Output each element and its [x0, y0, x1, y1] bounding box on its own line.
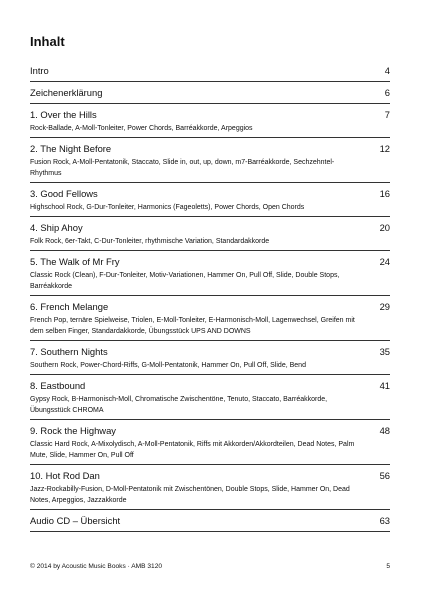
toc-entry [30, 104, 390, 138]
toc-entry [30, 375, 390, 420]
toc-entry-title: Intro [30, 65, 49, 76]
toc-entry [30, 82, 390, 104]
toc-entry [30, 341, 390, 375]
toc-entry [30, 64, 390, 82]
toc-entry-title: 9. Rock the Highway [30, 425, 116, 436]
toc-entry-page: 35 [379, 346, 390, 357]
copyright-text: © 2014 by Acoustic Music Books · AMB 3120 [30, 563, 163, 570]
toc-entry-page: 63 [379, 515, 390, 526]
toc-entry-title: 2. The Night Before [30, 143, 112, 154]
page-footer [30, 563, 390, 570]
toc-entry-page: 12 [379, 143, 390, 154]
toc-entry-title: 6. French Melange [30, 301, 109, 312]
toc-entry-description: French Pop, ternäre Spielweise, Triolen, E-Moll-Tonleiter, E-Harmonisch-Moll, Lagenwechsel, Greifen mit dem selben Finger, Standardakkorde, Übungsstück UPS AND DOWNS [30, 317, 355, 335]
toc-entry-description: Highschool Rock, G-Dur-Tonleiter, Harmonics (Fageoletts), Power Chords, Open Chords [30, 204, 305, 211]
toc-entry-page: 6 [384, 87, 390, 98]
toc-entry-page: 48 [379, 425, 390, 436]
toc-entry-description: Gypsy Rock, B-Harmonisch-Moll, Chromatische Zwischentöne, Tenuto, Staccato, Barréakkorde, Übungsstück CHROMA [30, 396, 328, 414]
toc-entry-page: 4 [384, 65, 390, 76]
toc-entry [30, 251, 390, 296]
toc-entry-title: 1. Over the Hills [30, 109, 97, 120]
toc-entry-title: 4. Ship Ahoy [30, 222, 83, 233]
toc-entry [30, 465, 390, 510]
table-of-contents [30, 64, 390, 532]
toc-entry-page: 7 [384, 109, 390, 120]
toc-entry-title: 8. Eastbound [30, 380, 86, 391]
toc-entry [30, 420, 390, 465]
toc-entry-description: Fusion Rock, A-Moll-Pentatonik, Staccato, Slide in, out, up, down, m7-Barréakkorde, Sechzehntel-Rhythmus [30, 159, 335, 177]
toc-entry-description: Folk Rock, 6er-Takt, C-Dur-Tonleiter, rhythmische Variation, Standardakkorde [30, 238, 270, 245]
toc-entry [30, 183, 390, 217]
toc-entry-title: 7. Southern Nights [30, 346, 108, 357]
toc-entry-page: 20 [379, 222, 390, 233]
toc-entry-page: 16 [379, 188, 390, 199]
toc-entry-description: Jazz-Rockabilly-Fusion, D-Moll-Pentatonik mit Zwischentönen, Double Stops, Slide, Hammer On, Dead Notes, Arpeggios, Jazzakkorde [30, 486, 350, 504]
toc-entry [30, 138, 390, 183]
toc-entry-description: Classic Rock (Clean), F-Dur-Tonleiter, Motiv-Variationen, Hammer On, Pull Off, Slide, Double Stops, Barréakkorde [30, 272, 340, 290]
toc-entry-description: Classic Hard Rock, A-Mixolydisch, A-Moll-Pentatonik, Riffs mit Akkorden/Akkordteilen, Dead Notes, Palm Mute, Slide, Hammer On, Pull Off [30, 441, 355, 459]
toc-entry-description: Southern Rock, Power-Chord-Riffs, G-Moll-Pentatonik, Hammer On, Pull Off, Slide, Bend [30, 362, 306, 369]
toc-entry-page: 24 [379, 256, 390, 267]
toc-entry-title: 3. Good Fellows [30, 188, 98, 199]
toc-entry-page: 41 [379, 380, 390, 391]
page-number: 5 [386, 563, 390, 570]
toc-entry-page: 56 [379, 470, 390, 481]
toc-entry-title: 10. Hot Rod Dan [30, 470, 100, 481]
toc-entry-title: Audio CD – Übersicht [30, 515, 121, 526]
toc-entry-title: Zeichenerklärung [30, 87, 103, 98]
toc-entry-page: 29 [379, 301, 390, 312]
toc-entry [30, 296, 390, 341]
toc-entry-title: 5. The Walk of Mr Fry [30, 256, 120, 267]
toc-entry [30, 217, 390, 251]
toc-entry [30, 510, 390, 532]
toc-entry-description: Rock-Ballade, A-Moll-Tonleiter, Power Chords, Barréakkorde, Arpeggios [30, 125, 253, 132]
page-title: Inhalt [30, 34, 65, 49]
